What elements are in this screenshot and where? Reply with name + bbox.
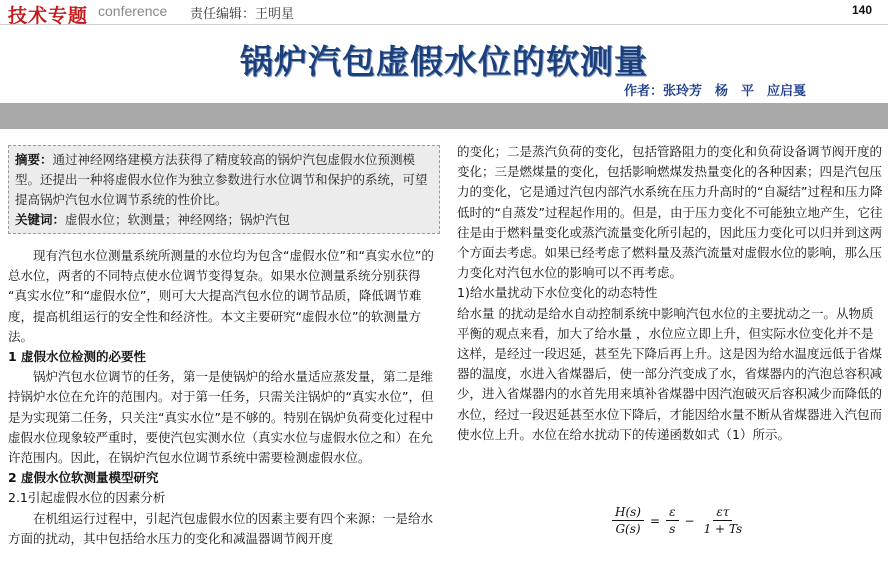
keywords-label: 关键词：	[15, 212, 66, 227]
formula-term-1	[666, 505, 678, 536]
page-number: 140	[851, 3, 872, 17]
abstract-box	[8, 145, 440, 234]
continued-paragraph: 的变化；二是蒸汽负荷的变化，包括管路阻力的变化和负荷设备调节阀开度的变化；三是燃煤量的变化，包括影响燃煤发热量变化的各种因素；四是汽包压力的变化，它是通过汽包内部汽水系统在压力升高时的“自凝结”过程和压力降低时的“自蒸发”过程起作用的。但是，由于压力变化不可能独立地产生，它往往是由于燃料量变化或蒸汽流量变化所引起的，因此压力变化可以归并到这两个方面去考虑。如果已经考虑了燃料量及蒸汽流量对虚假水位的影响，那么压力变化对汽包水位的影响可以不再考虑。	[457, 144, 883, 281]
left-column	[8, 246, 440, 549]
page-header	[0, 0, 888, 25]
formula-minus: −	[684, 513, 695, 528]
intro-paragraph: 现有汽包水位测量系统所测量的水位均为包含“虚假水位”和“真实水位”的总水位，两者的不同特点使水位调节变得复杂。如果水位测量系统分别获得 “真实水位”和“虚假水位”，则可大大提高汽包水位的调节品质，降低调节难度，提高机组运行的安全性和经济性。本文主要研究“虚假水位”的软测量方法。	[8, 248, 434, 344]
formula-term-2-denominator: 1 + Ts	[703, 522, 743, 536]
section-brand: 技术专题	[8, 5, 89, 27]
abstract-text: 通过神经网络建模方法获得了精度较高的锅炉汽包虚假水位预测模型。还提出一种将虚假水位作为独立参数进行水位调节和保护的系统，可望提高锅炉汽包水位调节系统的性价比。	[15, 152, 428, 207]
formula-equals: =	[650, 513, 661, 528]
formula-term-2	[701, 505, 746, 536]
section-2-heading: 2 虚假水位软测量模型研究	[8, 470, 159, 486]
subsection-1-paragraph: 给水量 的扰动是给水自动控制系统中影响汽包水位的主要扰动之一。从物质平衡的观点来看，加大了给水量 ，水位应立即上升，但实际水位变化并不是这样，是经过一段迟延，甚至先下降后再上升。这是因为给水温度远低于省煤器的温度，水进入省煤器后，使一部分汽变成了水，省煤器内的汽泡总容积减少，进入省煤器内的水首先用来填补省煤器中因汽泡破灭后容积减少而降低的水位，经过一段迟延甚至水位下降后，才能因给水量不断从省煤器进入汽包而使水位上升。水位在给水扰动下的传递函数如式（1）所示。	[457, 305, 883, 442]
section-2-1-heading: 2.1引起虚假水位的因素分析	[8, 490, 166, 506]
article-authors: 作者：张玲芳 杨 平 应启戛	[623, 84, 806, 99]
formula-lhs-numerator: H(s)	[612, 505, 644, 521]
formula-term-1-denominator: s	[669, 522, 676, 536]
section-1-heading: 1 虚假水位检测的必要性	[8, 349, 147, 365]
section-1-paragraph: 锅炉汽包水位调节的任务，第一是使锅炉的给水量适应蒸发量，第二是维持锅炉水位在允许的范围内。对于第一任务，只需关注锅炉的“真实水位”，但是为实现第二任务，只关注“真实水位”是不够的。特别在锅炉负荷变化过程中虚假水位现象较严重时，要使汽包实测水位（真实水位与虚假水位之和）在允许范围内。因此，在锅炉汽包水位调节系统中需要检测虚假水位。	[8, 369, 434, 466]
subsection-1-heading: 1)给水量扰动下水位变化的动态特性	[457, 285, 658, 301]
divider-band	[0, 103, 888, 129]
formula-lhs	[612, 505, 644, 536]
formula-term-1-numerator: ε	[666, 505, 678, 521]
formula-lhs-denominator: G(s)	[615, 522, 641, 536]
responsible-editor: 责任编辑：王明星	[190, 7, 295, 22]
formula-term-2-numerator: ετ	[713, 505, 732, 521]
keywords-line	[15, 210, 433, 230]
abstract-paragraph	[15, 150, 433, 210]
section-brand-english: conference	[98, 3, 168, 19]
transfer-function-formula	[612, 505, 745, 536]
right-column	[457, 142, 885, 445]
section-2-1-paragraph: 在机组运行过程中，引起汽包虚假水位的因素主要有四个来源：一是给水方面的扰动，其中包括给水压力的变化和减温器调节阀开度	[8, 510, 434, 546]
abstract-label: 摘要：	[15, 152, 53, 167]
article-title: 锅炉汽包虚假水位的软测量	[240, 42, 648, 81]
keywords-text: 虚假水位；软测量；神经网络；锅炉汽包	[65, 212, 291, 227]
